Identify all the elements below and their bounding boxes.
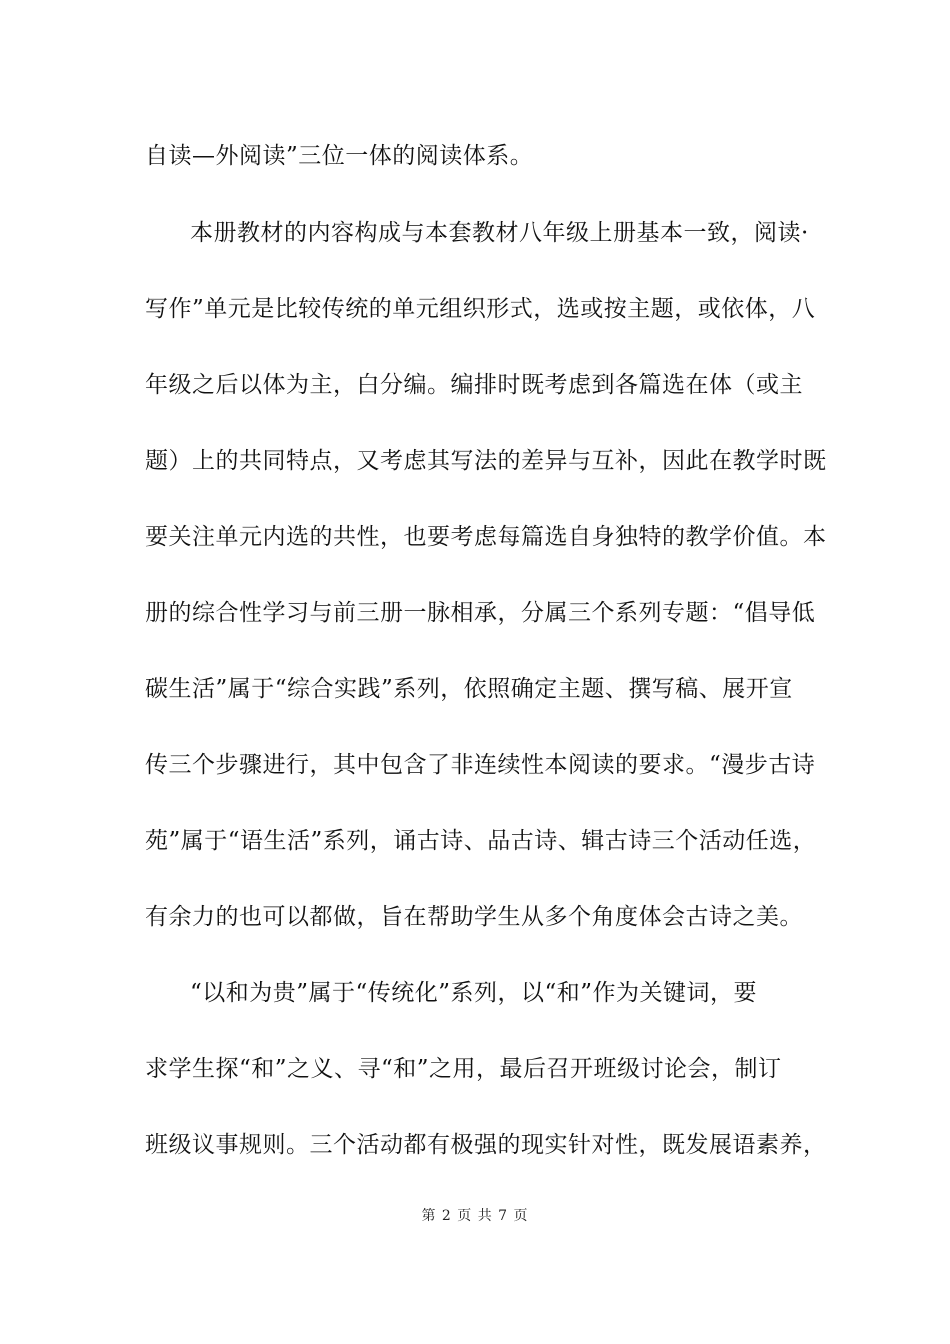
text-line: 求学生探“和”之义、寻“和”之用，最后召开班级讨论会，制订 <box>145 1056 782 1082</box>
text-line: 碳生活”属于“综合实践”系列，依照确定主题、撰写稿、展开宣 <box>145 676 793 702</box>
text-line: 题）上的共同特点，又考虑其写法的差异与互补，因此在教学时既 <box>145 448 827 474</box>
text-line: 自读—外阅读”三位一体的阅读体系。 <box>145 143 534 169</box>
text-line: 本册教材的内容构成与本套教材八年级上册基本一致，阅读· <box>190 220 809 246</box>
text-line: 要关注单元内选的共性，也要考虑每篇选自身独特的教学价值。本 <box>145 524 827 550</box>
text-line: 有余力的也可以都做，旨在帮助学生从多个角度体会古诗之美。 <box>145 904 803 930</box>
text-line: 班级议事规则。三个活动都有极强的现实针对性，既发展语素养， <box>145 1132 827 1158</box>
text-line: 写作”单元是比较传统的单元组织形式，选或按主题，或依体，八 <box>145 296 816 322</box>
text-line: “以和为贵”属于“传统化”系列，以“和”作为关键词，要 <box>190 980 758 1006</box>
text-line: 册的综合性学习与前三册一脉相承，分属三个系列专题：“倡导低 <box>145 600 816 626</box>
page-number: 第 2 页 共 7 页 <box>421 1208 529 1224</box>
text-line: 传三个步骤进行，其中包含了非连续性本阅读的要求。“漫步古诗 <box>145 752 816 778</box>
text-line: 苑”属于“语生活”系列，诵古诗、品古诗、辑古诗三个活动任选， <box>145 828 817 854</box>
text-line: 年级之后以体为主，白分编。编排时既考虑到各篇选在体（或主 <box>145 372 803 398</box>
